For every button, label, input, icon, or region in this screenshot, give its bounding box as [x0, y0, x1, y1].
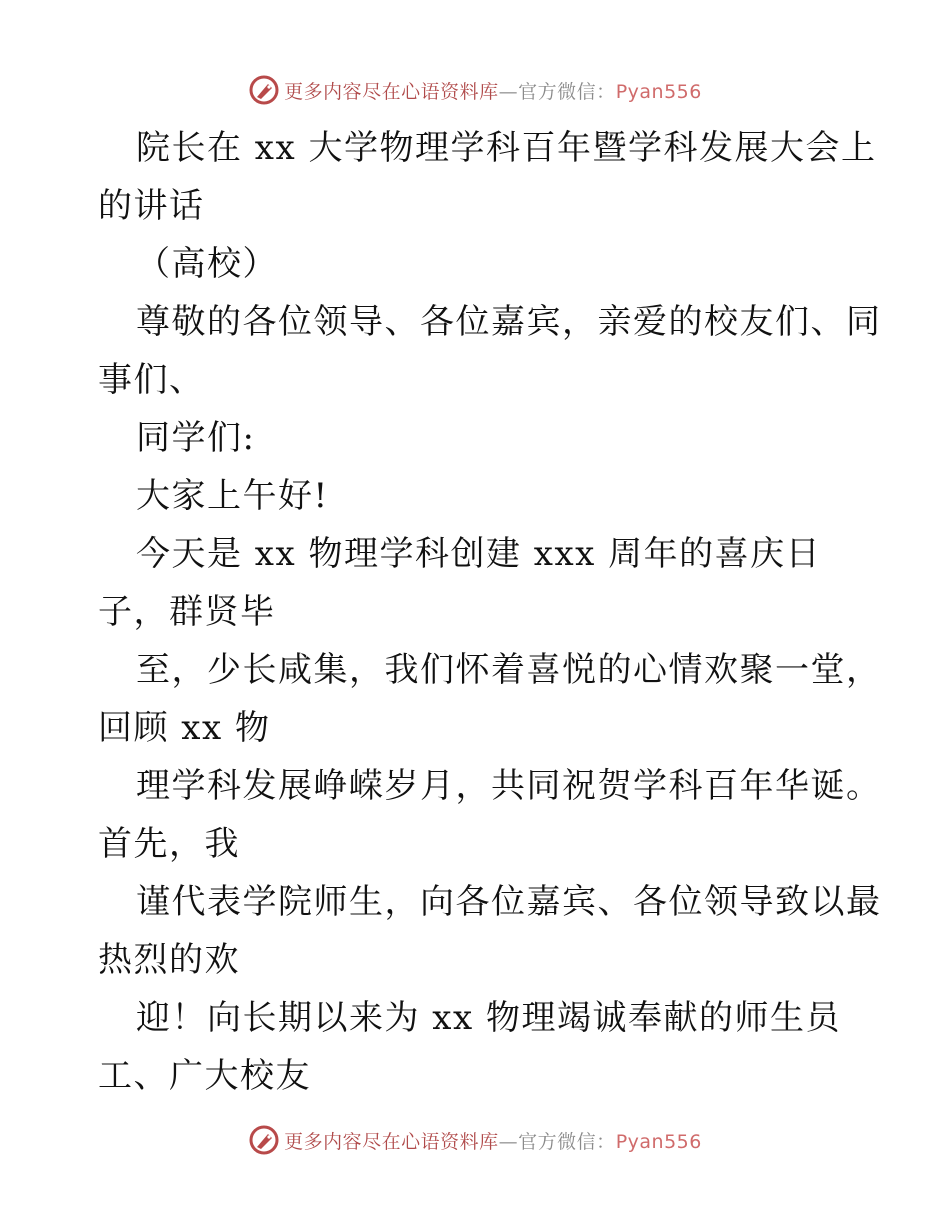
text-line: 热烈的欢	[98, 940, 240, 980]
text-line: 回顾 xx 物	[98, 708, 271, 748]
text-line: 首先，我	[98, 824, 240, 864]
text-line: （高校）	[136, 244, 278, 284]
footer-watermark	[0, 1120, 950, 1160]
text-line: 迎！向长期以来为 xx 物理竭诚奉献的师生员	[136, 998, 841, 1038]
text-line: 同学们:	[136, 418, 256, 458]
text-line: 院长在 xx 大学物理学科百年暨学科发展大会上	[136, 128, 877, 168]
text-line: 谨代表学院师生，向各位嘉宾、各位领导致以最	[136, 882, 882, 922]
text-line: 尊敬的各位领导、各位嘉宾，亲爱的校友们、同	[136, 302, 882, 342]
pen-nib-logo-icon	[248, 1124, 280, 1156]
text-line: 的讲话	[98, 186, 205, 226]
text-line: 理学科发展峥嵘岁月，共同祝贺学科百年华诞。	[136, 766, 882, 806]
text-line: 大家上午好!	[136, 476, 329, 516]
watermark-text: 更多内容尽在心语资料库—官方微信：Pyan556	[284, 80, 702, 103]
text-line: 至，少长咸集，我们怀着喜悦的心情欢聚一堂，	[136, 650, 882, 690]
text-line: 子，群贤毕	[98, 592, 276, 632]
text-line: 事们、	[98, 360, 205, 400]
text-line: 今天是 xx 物理学科创建 xxx 周年的喜庆日	[136, 534, 822, 574]
watermark-text: 更多内容尽在心语资料库—官方微信：Pyan556	[284, 1130, 702, 1153]
text-line: 工、广大校友	[98, 1056, 311, 1096]
